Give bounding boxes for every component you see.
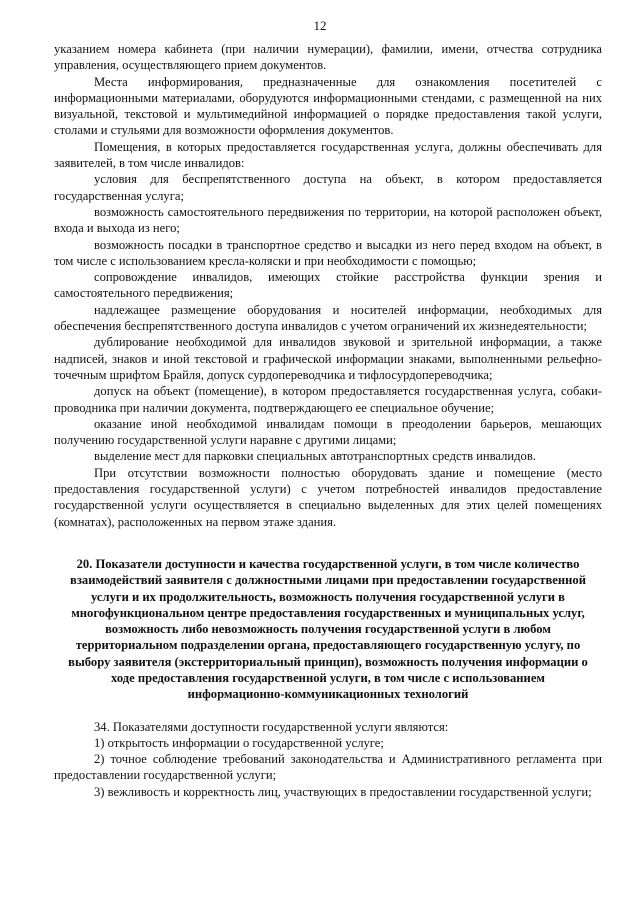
list-item: 1) открытость информации о государственной услуге; [94,735,384,750]
list-paragraph: выделение мест для парковки специальных автотранспортных средств инвалидов. [94,449,536,464]
paragraph: Места информирования, предназначенные для ознакомления посетителей с информационными материалами, оборудуются информационными стендами, с размещенной на них визуальной, текстовой и мультимедийной информацией о порядке предоставления такой услуги, столами и стульями для возможности оформления документов. [54,74,602,138]
paragraph: 34. Показателями доступности государственной услуги являются: [94,719,449,734]
paragraph: Помещения, в которых предоставляется государственная услуга, должны обеспечивать для заявителей, в том числе инвалидов: [54,139,602,171]
list-paragraph: оказание иной необходимой инвалидам помощи в преодолении барьеров, мешающих получению государственной услуги наравне с другими лицами; [54,416,602,448]
paragraph: указанием номера кабинета (при наличии нумерации), фамилии, имени, отчества сотрудника управления, осуществляющего прием документов. [54,42,602,73]
list-item: 2) точное соблюдение требований законодательства и Административного регламента при предоставлении государственной услуги; [54,752,602,783]
list-paragraph: дублирование необходимой для инвалидов звуковой и зрительной информации, а также надписей, знаков и иной текстовой и графической информации знаками, выполненными рельефно-точечным шрифтом Брайля, допуск сурдопереводчика и тифлосурдопереводчика; [54,335,602,382]
list-paragraph: допуск на объект (помещение), в котором предоставляется государственная услуга, собаки-проводника при наличии документа, подтверждающего ее специальное обучение; [54,384,602,415]
list-paragraph: сопровождение инвалидов, имеющих стойкие расстройства функции зрения и самостоятельного передвижения; [54,270,602,301]
paragraph: При отсутствии возможности полностью оборудовать здание и помещение (место предоставления государственной услуги) с учетом потребностей инвалидов предоставление государственной услуги осуществляется в специально выделенных для этих целей помещениях (комнатах), расположенных на первом этаже здания. [54,465,602,529]
document-body [54,41,602,800]
list-paragraph: возможность самостоятельного передвижения по территории, на которой расположен объект, входа и выхода из него; [54,204,602,236]
list-paragraph: надлежащее размещение оборудования и носителей информации, необходимых для обеспечения беспрепятственного доступа инвалидов с учетом ограничений их жизнедеятельности; [54,302,602,334]
list-paragraph: условия для беспрепятственного доступа на объект, в котором предоставляется государственная услуга; [54,172,602,203]
list-paragraph: возможность посадки в транспортное средство и высадки из него перед входом на объект, в том числе с использованием кресла-коляски и при необходимости с помощью; [54,237,602,268]
page-number: 12 [313,18,327,33]
list-item: 3) вежливость и корректность лиц, участвующих в предоставлении государственной услуги; [94,784,592,799]
section-heading: 20. Показатели доступности и качества государственной услуги, в том числе количество взаимодействий заявителя с должностными лицами при предоставлении государственной услуги и их продолжительность, возможность получения государственной услуги в многофункциональном центре предоставления государственных и муниципальных услуг, возможность либо невозможность получения государственной услуги в любом территориальном подразделении органа, предоставляющего государственную услугу, по выбору заявителя (экстерриториальный принцип), возможность получения информации о ходе предоставления государственной услуги, в том числе с использованием информационно-коммуникационных технологий [68,556,588,702]
